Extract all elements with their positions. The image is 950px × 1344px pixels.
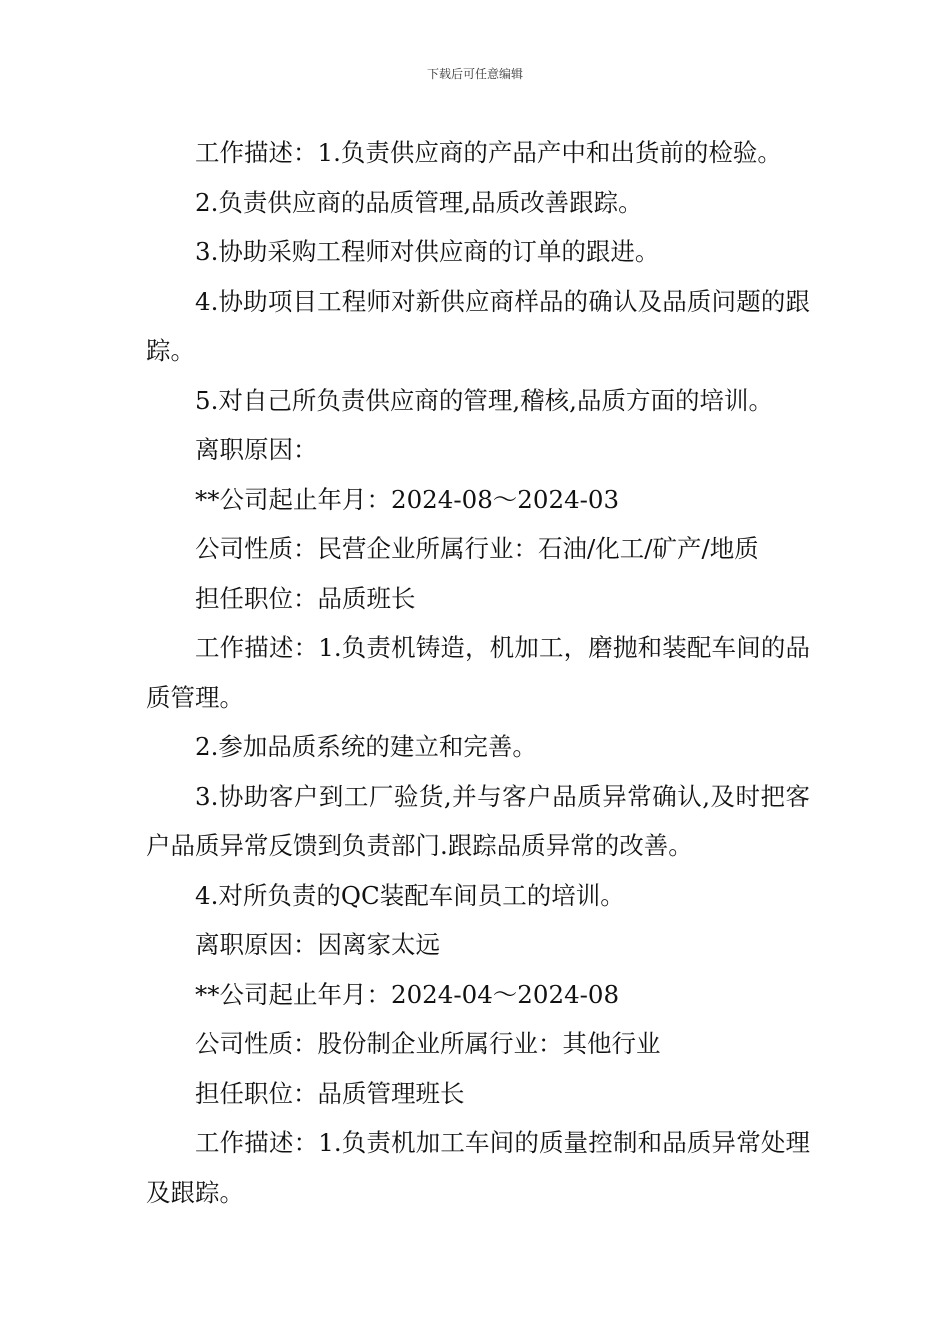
paragraph: 3.协助采购工程师对供应商的订单的跟进。 [195,237,660,266]
paragraph: 担任职位：品质管理班长 [195,1078,465,1108]
document-body [146,128,810,1217]
paragraph: 工作描述：1.负责机加工车间的质量控制和品质异常处理及跟踪。 [146,1128,810,1207]
paragraph: 2.负责供应商的品质管理,品质改善跟踪。 [195,187,643,217]
paragraph: **公司起止年月：2024-04～2024-08 [195,979,620,1009]
page-header-note: 下载后可任意编辑 [426,67,523,81]
paragraph: 离职原因： [195,435,318,464]
paragraph: 工作描述：1.负责机铸造，机加工，磨抛和装配车间的品质管理。 [146,633,810,712]
paragraph: 工作描述：1.负责供应商的产品产中和出货前的检验。 [195,138,782,167]
paragraph: 3.协助客户到工厂验货,并与客户品质异常确认,及时把客户品质异常反馈到负责部门.跟踪品质异常的改善。 [146,781,810,860]
paragraph: 公司性质：股份制企业所属行业：其他行业 [195,1029,661,1058]
paragraph: **公司起止年月：2024-08～2024-03 [195,484,620,514]
paragraph: 5.对自己所负责供应商的管理,稽核,品质方面的培训。 [195,385,773,415]
paragraph: 担任职位：品质班长 [195,583,416,613]
paragraph: 2.参加品质系统的建立和完善。 [195,732,537,761]
paragraph: 4.对所负责的QC装配车间员工的培训。 [195,880,625,910]
paragraph: 4.协助项目工程师对新供应商样品的确认及品质问题的跟踪。 [146,286,810,365]
paragraph: 公司性质：民营企业所属行业：石油/化工/矿产/地质 [195,534,759,563]
paragraph: 离职原因：因离家太远 [195,930,440,959]
